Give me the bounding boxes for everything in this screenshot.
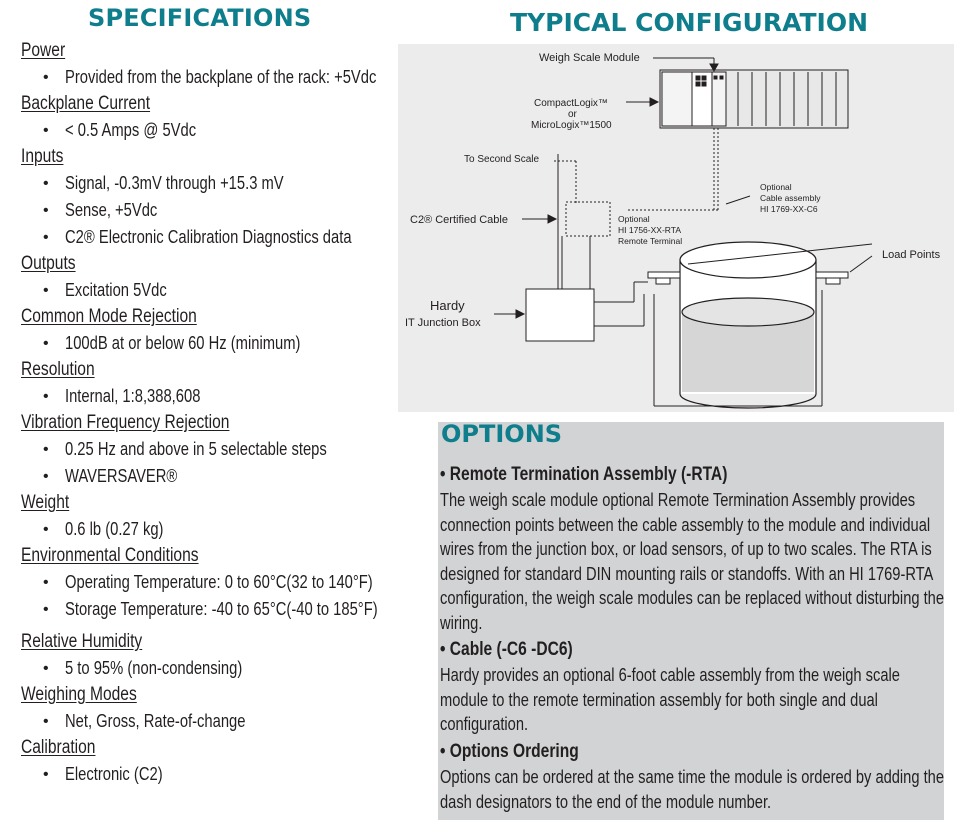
option-heading: • Cable (-C6 -DC6) [440,639,573,660]
bullet-icon: • [43,175,49,192]
option-body: Hardy provides an optional 6-foot cable assembly from the weigh scale module to the remote termination assembly for both single and dual configuration. [440,665,900,734]
spec-item [21,170,421,197]
spec-item [21,383,421,410]
label-optional-cable-2: Cable assembly [760,193,821,203]
label-to-second-scale: To Second Scale [464,154,540,165]
spec-heading: Vibration Frequency Rejection [21,412,230,433]
spec-heading: Relative Humidity [21,631,143,652]
spec-item [21,117,421,144]
label-optional-cable-1: Optional [760,182,792,192]
label-junction-box: IT Junction Box [405,317,481,329]
spec-item-text: Provided from the backplane of the rack: +5Vdc [65,67,377,87]
spec-item-text: 100dB at or below 60 Hz (minimum) [65,333,301,353]
spec-item-text: Internal, 1:8,388,608 [65,386,201,406]
spec-heading: Outputs [21,253,76,274]
spec-heading: Inputs [21,146,64,167]
spec-item [21,330,421,357]
spec-item-text: Sense, +5Vdc [65,200,158,220]
spec-item-text: < 0.5 Amps @ 5Vdc [65,120,197,140]
bullet-icon: • [43,282,49,299]
spec-item [21,761,421,788]
option-heading: • Options Ordering [440,741,579,762]
spec-item-text: Net, Gross, Rate-of-change [65,711,246,731]
plc-rack [660,70,848,128]
spec-item [21,463,421,490]
spec-item-text: C2® Electronic Calibration Diagnostics data [65,227,352,247]
option-cable [440,637,960,737]
spec-item-text: Electronic (C2) [65,764,163,784]
option-rta [440,462,960,635]
bullet-icon: • [43,660,49,677]
tank [680,242,816,408]
specifications-title: SPECIFICATIONS [88,4,312,32]
spec-heading: Common Mode Rejection [21,306,197,327]
label-load-points: Load Points [882,249,941,261]
spec-heading: Calibration [21,737,96,758]
bullet-icon: • [43,229,49,246]
bullet-icon: • [43,574,49,591]
label-optional-rta-2: HI 1756-XX-RTA [618,225,681,235]
spec-item-text: 0.25 Hz and above in 5 selectable steps [65,439,327,459]
spec-heading: Power [21,40,66,61]
bullet-icon: • [43,122,49,139]
spec-item [21,655,421,682]
spec-item [21,596,421,623]
spec-item [21,64,421,91]
label-micrologix: MicroLogix™1500 [531,120,612,131]
spec-item-text: Storage Temperature: -40 to 65°C(-40 to 185°F) [65,599,378,619]
specifications-list [21,38,421,788]
spec-item-text: Signal, -0.3mV through +15.3 mV [65,173,284,193]
spec-heading: Environmental Conditions [21,545,199,566]
option-body: Options can be ordered at the same time the module is ordered by adding the dash designators to the end of the module number. [440,767,944,812]
bullet-icon: • [43,766,49,783]
option-heading: • Remote Termination Assembly (-RTA) [440,464,728,485]
spec-heading: Weighing Modes [21,684,137,705]
spec-heading: Backplane Current [21,93,151,114]
spec-item-text: 0.6 lb (0.27 kg) [65,519,164,539]
configuration-title: TYPICAL CONFIGURATION [510,8,869,37]
option-body: The weigh scale module optional Remote Termination Assembly provides connection points between the cable assembly to the module and individual wires from the junction box, or load sensors, of up to two scales. The RTA is designed for standard DIN mounting rails or standoffs. With an HI 1769-RTA configuration, the weigh scale modules can be replaced without disturbing the wiring. [440,490,944,633]
bullet-icon: • [43,335,49,352]
bullet-icon: • [43,468,49,485]
label-compactlogix: CompactLogix™ [534,98,608,109]
spec-item [21,569,421,596]
spec-item [21,224,421,251]
label-optional-rta-3: Remote Terminal [618,236,683,246]
spec-item [21,516,421,543]
configuration-diagram [398,44,954,412]
options-title: OPTIONS [441,420,563,448]
spec-heading: Weight [21,492,70,513]
bullet-icon: • [43,713,49,730]
bullet-icon: • [43,388,49,405]
spec-item [21,436,421,463]
bullet-icon: • [43,521,49,538]
label-or: or [568,109,577,120]
spec-item [21,708,421,735]
spec-heading: Resolution [21,359,95,380]
spec-item [21,277,421,304]
label-weigh-scale-module: Weigh Scale Module [539,52,640,64]
spec-item-text: WAVERSAVER® [65,466,178,486]
label-hardy: Hardy [430,298,465,313]
spec-item-text: 5 to 95% (non-condensing) [65,658,243,678]
spec-item [21,197,421,224]
bullet-icon: • [43,202,49,219]
bullet-icon: • [43,441,49,458]
label-optional-rta-1: Optional [618,214,650,224]
bullet-icon: • [43,69,49,86]
label-c2-cable: C2® Certified Cable [410,214,508,226]
spec-item-text: Operating Temperature: 0 to 60°C(32 to 140°F) [65,572,373,592]
label-optional-cable-3: HI 1769-XX-C6 [760,204,818,214]
option-ordering [440,739,960,814]
bullet-icon: • [43,601,49,618]
spec-item-text: Excitation 5Vdc [65,280,167,300]
